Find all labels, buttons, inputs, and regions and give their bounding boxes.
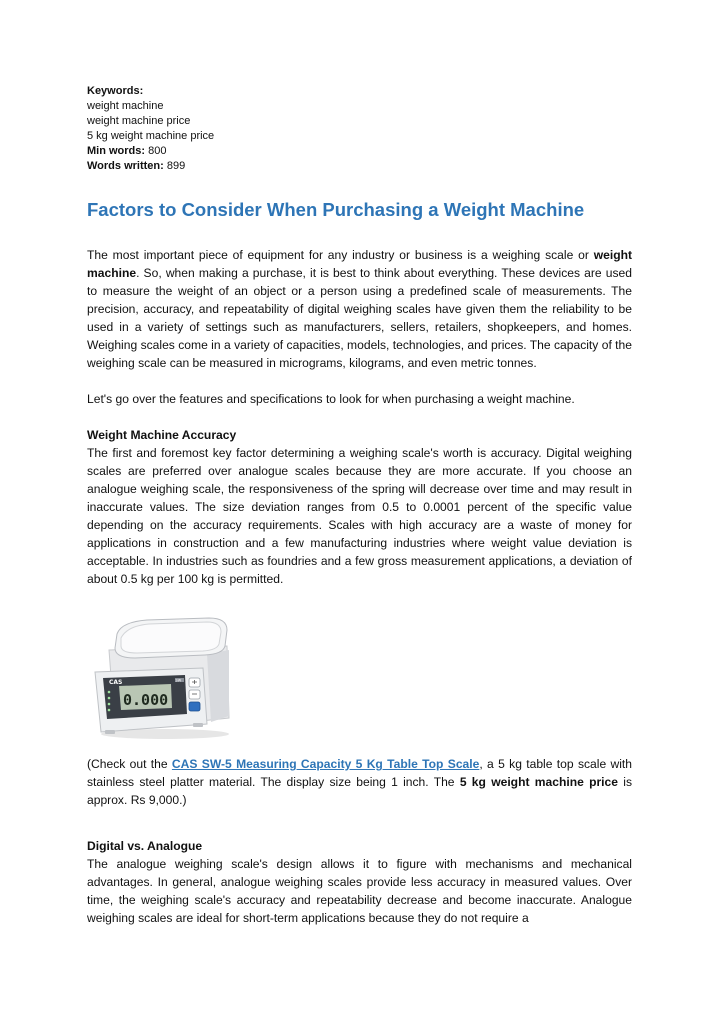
scale-model-badge: SW (175, 678, 182, 683)
keywords-label: Keywords: (87, 85, 144, 97)
scale-product-image (87, 606, 232, 741)
words-written-value: 899 (166, 160, 186, 172)
min-words-label: Min words: (87, 145, 146, 157)
intro-keyword: weight machine (87, 248, 632, 280)
weighing-scale-illustration (87, 606, 232, 741)
product-link[interactable]: CAS SW-5 Measuring Capacity 5 Kg Table Top Scale (171, 757, 480, 771)
product-caption (87, 755, 632, 809)
min-words-line (87, 144, 632, 159)
caption-price-keyword: 5 kg weight machine price (459, 775, 618, 789)
intro-text-before: The most important piece of equipment for any industry or business is a weighing scale or (87, 248, 594, 262)
caption-text-after: is approx. Rs 9,000.) (87, 775, 633, 807)
keyword-item: weight machine (87, 100, 164, 112)
accuracy-paragraph: The first and foremost key factor determining a weighing scale's worth is accuracy. Digital weighing scales are preferred over analogue scales because they are more accurate. If you choose an analogue weighing scale, the responsiveness of the spring will decrease over time and may result in inaccurate values. The size deviation ranges from 0.5 to 0.0001 percent of the specific value depending on the accuracy requirements. Scales with high accuracy are a waste of money for applications in construction and a few manufacturing industries where weight value deviation is acceptable. In industries such as foundries and a few gross measurement applications, a deviation of about 0.5 kg per 100 kg is permitted. (87, 446, 632, 586)
page-title: Factors to Consider When Purchasing a Weight Machine (87, 199, 585, 220)
scale-brand-logo: CAS (109, 679, 123, 686)
min-words-value: 800 (148, 145, 167, 157)
scale-display-readout: 0.000 (123, 691, 169, 709)
intro-paragraph (87, 246, 632, 372)
words-written-label: Words written: (87, 160, 164, 172)
keyword-item: weight machine price (87, 115, 191, 127)
lets-go-paragraph: Let's go over the features and specifications to look for when purchasing a weight machine. (87, 392, 575, 406)
words-written-line (87, 159, 632, 174)
accuracy-heading: Weight Machine Accuracy (87, 428, 237, 442)
digital-analogue-paragraph: The analogue weighing scale's design allows it to figure with mechanisms and mechanical advantages. In general, analogue weighing scales provide less accuracy in measured values. Over time, the weighing scale's accuracy and repeatability decrease and become inaccurate. Analogue weighing scales are ideal for short-term applications because they do not require a (87, 857, 632, 925)
document-page (87, 84, 632, 927)
intro-text-after: . So, when making a purchase, it is best to think about everything. These devices are used to measure the weight of an object or a person using a predefined scale of measurements. The precision, accuracy, and repeatability of digital weighing scales have given them the reliability to be used in a variety of settings such as manufacturers, sellers, retailers, shopkeepers, and homes. Weighing scales come in a variety of capacities, models, technologies, and prices. The capacity of the weighing scale can be measured in micrograms, kilograms, and even metric tonnes. (87, 266, 632, 370)
caption-text-middle: , a 5 kg table top scale with stainless steel platter material. The display size being 1 inch. The (87, 757, 633, 789)
caption-text-before: (Check out the (87, 757, 172, 771)
keywords-block (87, 84, 632, 174)
digital-analogue-heading: Digital vs. Analogue (87, 839, 203, 853)
keyword-item: 5 kg weight machine price (87, 130, 215, 142)
